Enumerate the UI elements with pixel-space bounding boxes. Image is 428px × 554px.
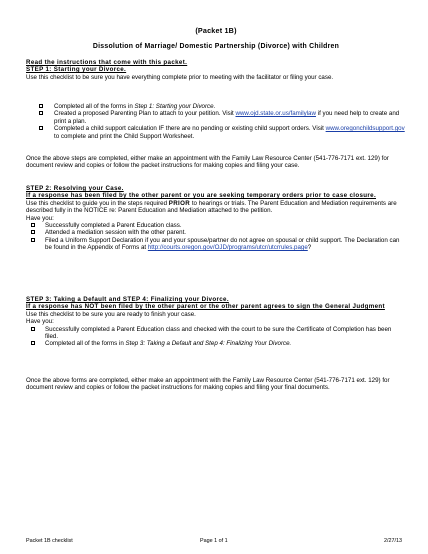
step2-section [26,185,406,252]
footer-page-number: Page 1 of 1 [200,538,228,544]
childsupport-link[interactable]: www.oregonchildsupport.gov [325,125,405,133]
utcr-rules-link[interactable]: http://courts.oregon.gov/OJD/programs/utcr/utcrrules.page [147,244,308,252]
document-title: Dissolution of Marriage/ Domestic Partnership (Divorce) with Children [92,43,340,50]
step2-checklist [26,222,406,252]
read-instructions-heading: Read the instructions that come with this packet. [26,59,188,66]
step2-heading: STEP 2: Resolving your Case. [26,185,124,192]
checkbox-icon[interactable] [31,223,35,227]
step3-have-you: Have you: [26,318,54,326]
checkbox-icon[interactable] [31,327,35,331]
checkbox-icon[interactable] [31,341,35,345]
step3-item-forms: Completed all of the forms in Step 3: Taking a Default and Step 4: Finalizing Your Divorce. [26,340,406,347]
checkbox-icon[interactable] [31,230,35,234]
checkbox-icon[interactable] [39,111,43,115]
familylaw-link[interactable]: www.ojd.state.or.us/familylaw [235,110,316,118]
step1-intro-text: Use this checklist to be sure you have everything complete prior to meeting with the facilitator or filing your case. [26,73,334,81]
step3-after-text: Once the above forms are completed, either make an appointment with the Family Law Resource Center (541-776-7171 ext. 129) for document review and copies or follow the packet instructions for making copies and filing your final documents. [26,377,390,392]
step1-item-forms: Completed all of the forms in Step 1: Starting your Divorce. [26,103,406,110]
footer-date: 2/27/13 [384,538,402,544]
checkbox-icon[interactable] [31,238,35,242]
step1-after-text: Once the above steps are completed, either make an appointment with the Family Law Resource Center (541-776-7171 ext. 129) for document review and copies or follow the packet instructions for making copies and filing your case. [26,155,389,170]
step3-intro-text: Use this checklist to be sure you are ready to finish your case. [26,310,196,318]
step3-section [26,296,406,348]
step2-item-support-declaration: Filed a Uniform Support Declaration if you and your spouse/partner do not agree on spousal or child support. The Declaration can be found in the Appendix of Forms at http://courts.oregon.gov/OJD/programs/utcr/utcrrules.page? [26,237,406,252]
packet-label: (Packet 1B) [195,26,237,35]
step1-item-parenting-plan: Created a proposed Parenting Plan to attach to your petition. Visit www.ojd.state.or.us/familylaw if you need help to create and print a plan. [26,110,406,125]
step3-subheading: If a response has NOT been filed by the other parent or the other parent agrees to sign the General Judgment [26,303,385,311]
step1-item-child-support: Completed a child support calculation IF there are no pending or existing child support orders. Visit www.oregonchildsupport.gov to complete and print the Child Support Worksheet. [26,125,406,140]
step2-item-parent-education: Successfully completed a Parent Education class. [26,222,406,229]
step2-subheading: If a response has been filed by the other parent or you are seeking temporary orders prior to case closure. [26,192,377,200]
step2-intro-text: Use this checklist to guide you in the steps required PRIOR to hearings or trials. The Parent Education and Mediation requirements are described fully in the NOTICE re: Parent Education and Mediation attached to the petition. [26,199,397,215]
step1-section [26,59,406,81]
checkbox-icon[interactable] [39,104,43,108]
step1-heading: STEP 1: Starting your Divorce. [26,66,127,74]
step2-have-you: Have you: [26,214,54,222]
step1-checklist [26,103,406,140]
step2-item-mediation: Attended a mediation session with the other parent. [26,229,406,236]
step3-item-certificate: Successfully completed a Parent Education class and checked with the court to be sure the Certificate of Completion has been filed. [26,326,406,341]
step3-heading: STEP 3: Taking a Default and STEP 4: Finalizing your Divorce. [26,296,229,303]
checkbox-icon[interactable] [39,126,43,130]
step3-checklist [26,326,406,348]
footer-document-name: Packet 1B checklist [26,538,73,544]
